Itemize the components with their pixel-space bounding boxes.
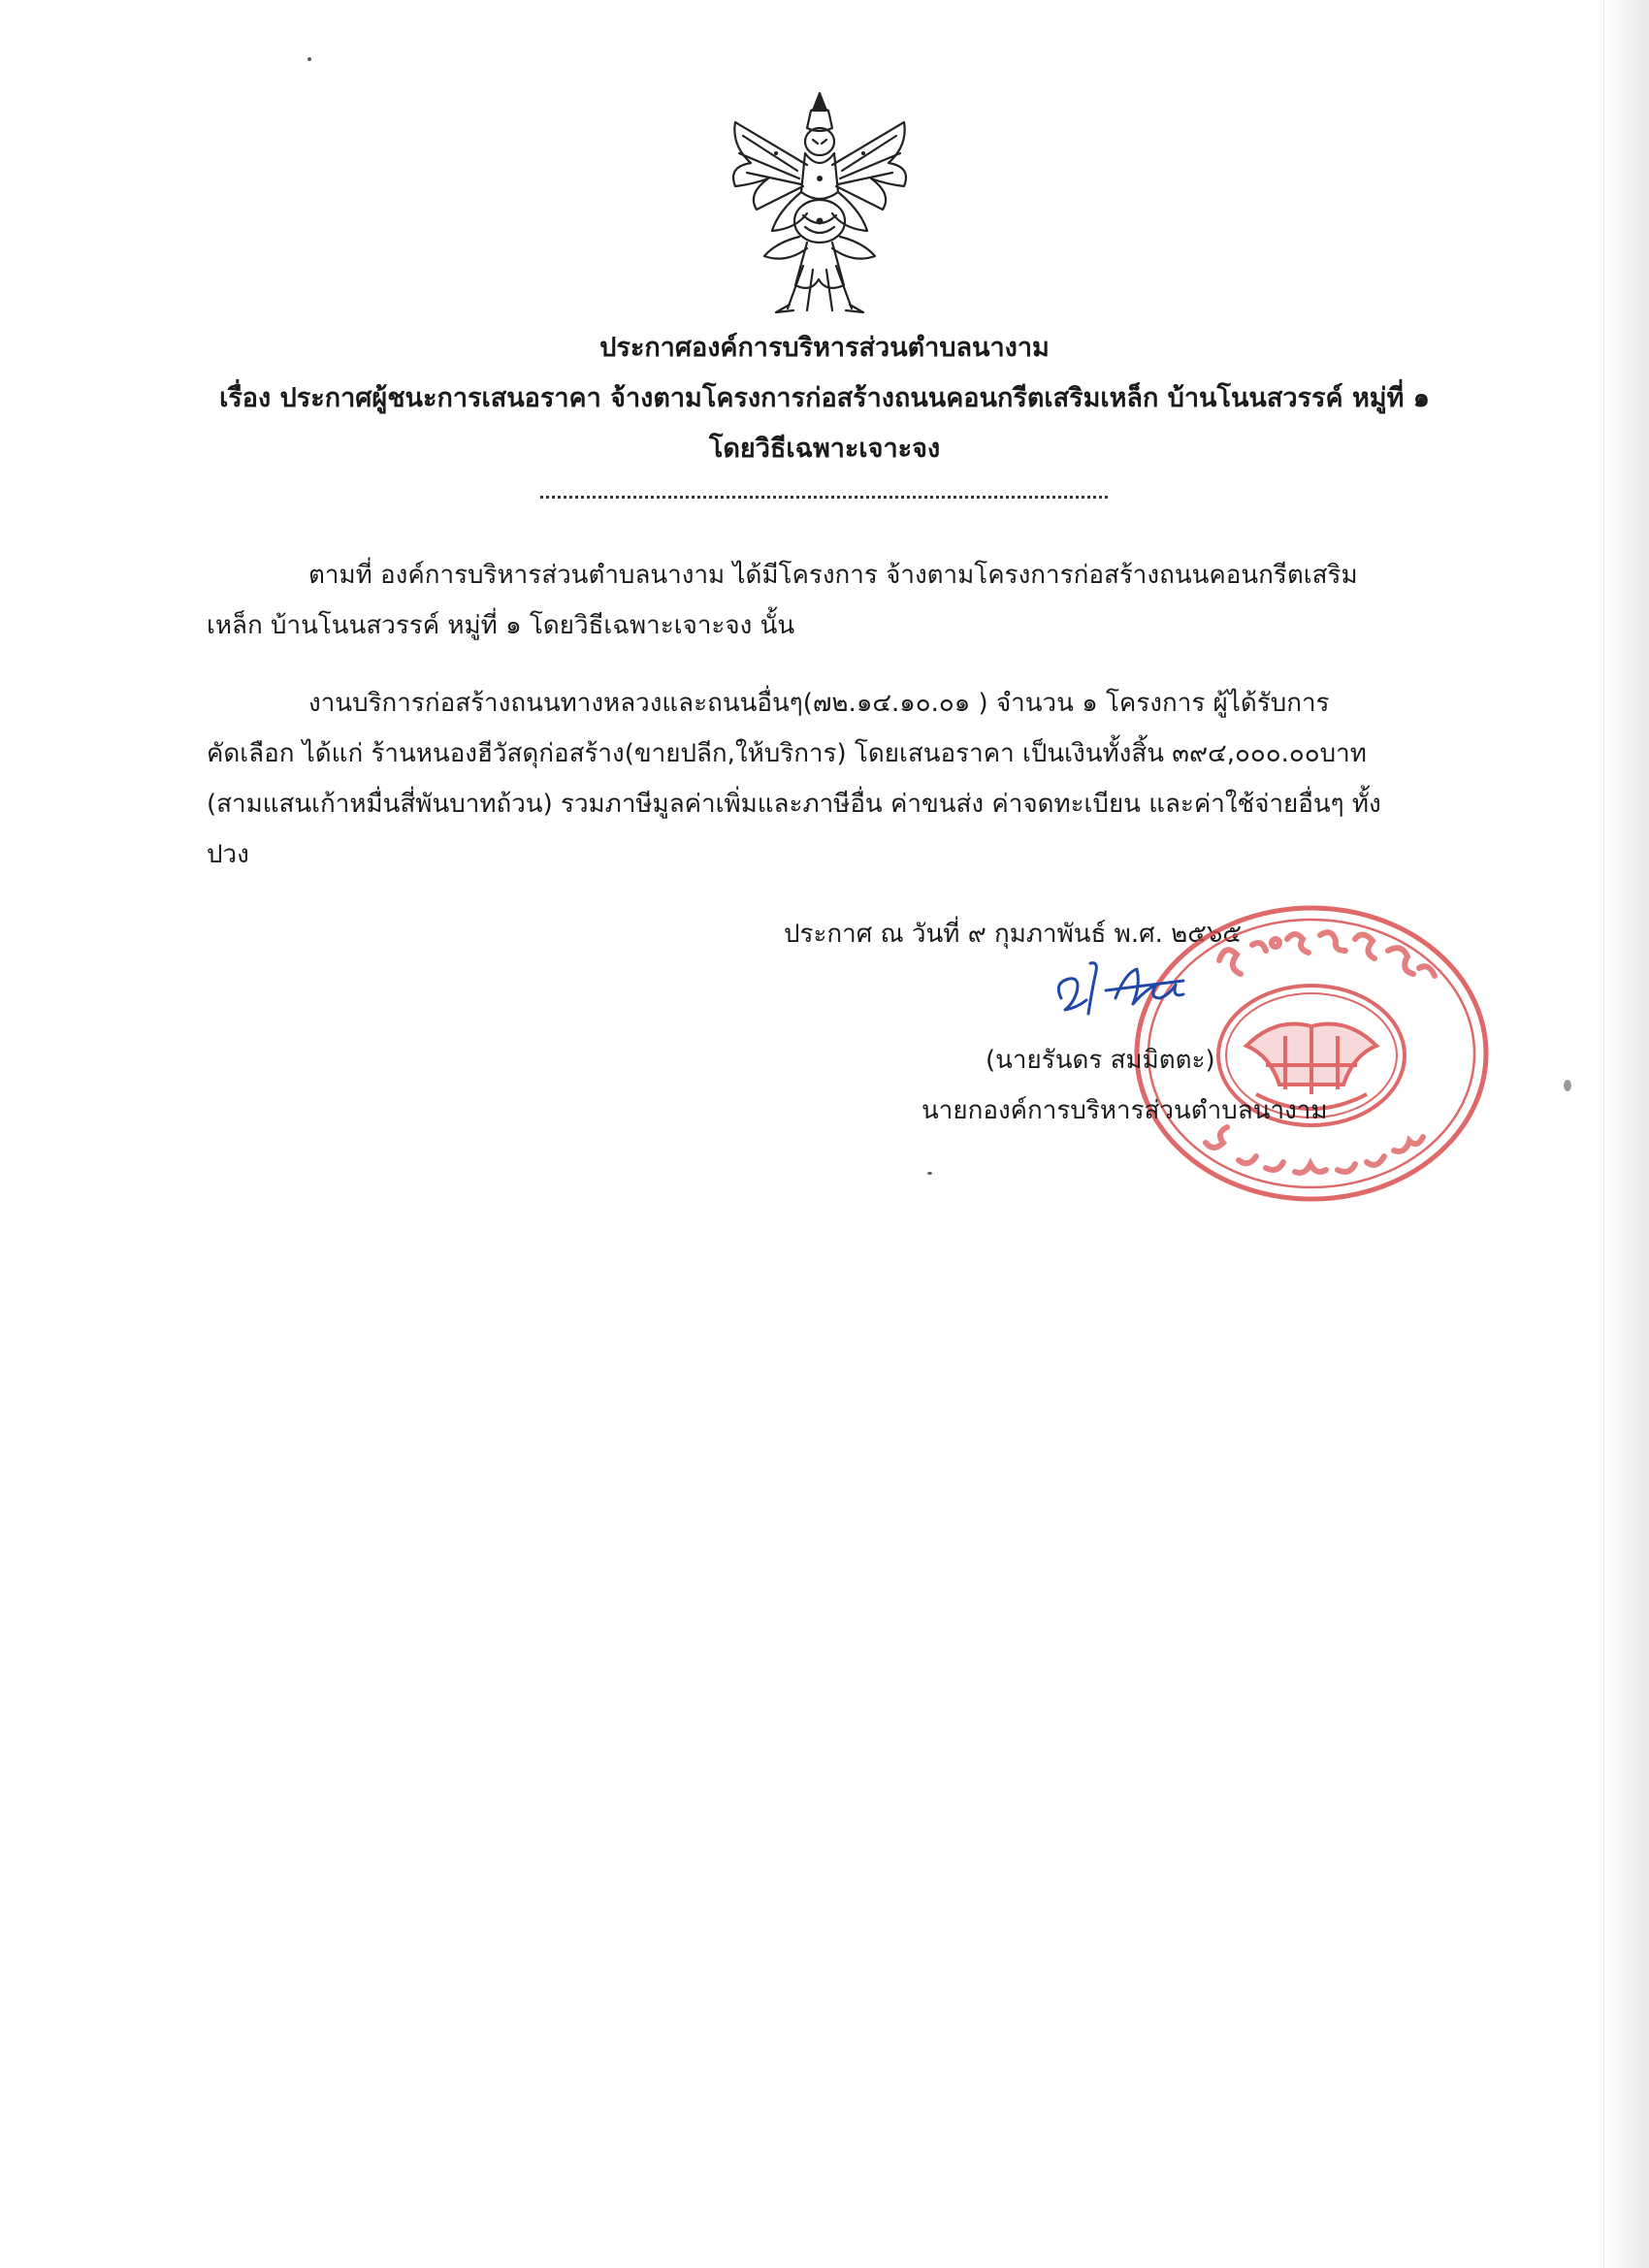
garuda-emblem-icon <box>718 85 922 318</box>
scan-page-edge <box>1603 0 1649 2268</box>
paragraph-line: คัดเลือก ได้แก่ ร้านหนองฮีวัสดุก่อสร้าง(ขายปลีก,ให้บริการ) โดยเสนอราคา เป็นเงินทั้งสิ้น ๓๙๔,๐๐๐.๐๐บาท <box>207 739 1367 768</box>
scan-speck <box>927 1172 932 1175</box>
paragraph-line: เหล็ก บ้านโนนสวรรค์ หมู่ที่ ๑ โดยวิธีเฉพาะเจาะจง นั้น <box>207 611 795 640</box>
signatory-title: นายกองค์การบริหารส่วนตำบลนางาม <box>922 1096 1328 1125</box>
dotted-divider <box>540 496 1108 499</box>
document-method: โดยวิธีเฉพาะเจาะจง <box>708 434 941 464</box>
scan-speck <box>307 57 311 61</box>
handwritten-signature <box>1048 956 1212 1033</box>
paragraph-line: (สามแสนเก้าหมื่นสี่พันบาทถ้วน) รวมภาษีมูลค่าเพิ่มและภาษีอื่น ค่าขนส่ง ค่าจดทะเบียน และค่าใช้จ่ายอื่นๆ ทั้ง <box>207 790 1381 819</box>
paragraph-line: งานบริการก่อสร้างถนนทางหลวงและถนนอื่นๆ(๗๒.๑๔.๑๐.๐๑ ) จำนวน ๑ โครงการ ผู้ได้รับการ <box>308 689 1330 718</box>
announcement-date: ประกาศ ณ วันที่ ๙ กุมภาพันธ์ พ.ศ. ๒๕๖๕ <box>784 920 1243 949</box>
document-subject: เรื่อง ประกาศผู้ชนะการเสนอราคา จ้างตามโครงการก่อสร้างถนนคอนกรีตเสริมเหล็ก บ้านโนนสวรรค์ หมู่ที่ ๑ <box>219 383 1430 413</box>
paragraph-line: ปวง <box>207 840 249 869</box>
paragraph-line: ตามที่ องค์การบริหารส่วนตำบลนางาม ได้มีโครงการ จ้างตามโครงการก่อสร้างถนนคอนกรีตเสริม <box>308 561 1358 590</box>
document-heading: ประกาศองค์การบริหารส่วนตำบลนางาม <box>599 333 1050 363</box>
scan-speck <box>1564 1080 1571 1091</box>
signatory-name: (นายรันดร สมมิตตะ) <box>986 1046 1215 1075</box>
